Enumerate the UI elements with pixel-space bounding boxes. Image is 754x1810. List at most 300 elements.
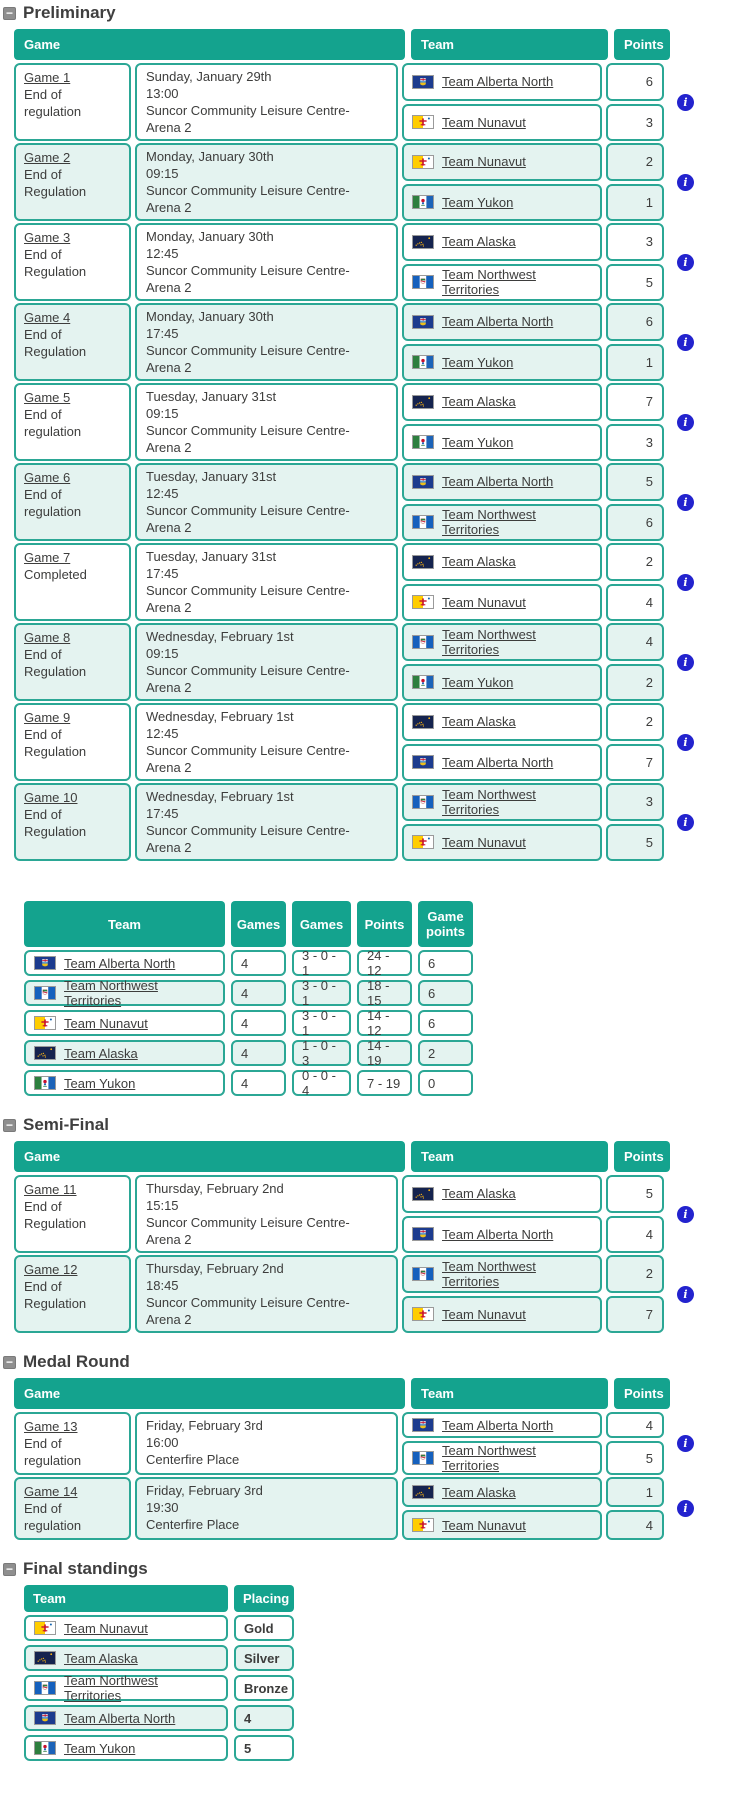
- standings-game-points-cell: 0: [418, 1070, 473, 1096]
- team-line: [402, 584, 664, 622]
- final-standings-row: [24, 1705, 754, 1731]
- game-row: [14, 223, 754, 301]
- game-cell: [14, 623, 131, 701]
- game-teams: [402, 223, 664, 301]
- team-link[interactable]: Team Northwest Territories: [442, 267, 536, 298]
- info-icon[interactable]: i: [677, 254, 694, 271]
- game-link[interactable]: Game 7: [24, 550, 71, 565]
- game-venue: Centerfire Place: [146, 1452, 240, 1467]
- final-standings-row: [24, 1615, 754, 1641]
- team-points-cell: 2: [606, 543, 664, 581]
- game-row: [14, 383, 754, 461]
- team-link[interactable]: Team Alberta North: [64, 955, 176, 971]
- game-info: [668, 223, 694, 301]
- team-cell: [402, 344, 602, 382]
- team-link[interactable]: Team Alaska: [442, 394, 516, 410]
- team-link[interactable]: Team Nunavut: [442, 594, 526, 610]
- game-info: [668, 1477, 694, 1540]
- team-points-cell: 2: [606, 1255, 664, 1293]
- game-link[interactable]: Game 12: [24, 1262, 78, 1277]
- info-icon[interactable]: i: [677, 1500, 694, 1517]
- team-points-cell: 3: [606, 424, 664, 462]
- flag-northwest-territories-icon: [412, 635, 434, 649]
- team-link[interactable]: Team Northwest Territories: [442, 1258, 536, 1289]
- standings-games-cell: 4: [231, 1010, 286, 1036]
- game-venue: Suncor Community Leisure Centre- Arena 2: [146, 823, 350, 855]
- team-link[interactable]: Team Yukon: [442, 194, 514, 210]
- final-standings-column-header: Placing: [234, 1585, 294, 1612]
- team-link[interactable]: Team Alaska: [442, 1484, 516, 1500]
- team-cell: [402, 1255, 602, 1293]
- team-link[interactable]: Team Nunavut: [442, 1306, 526, 1322]
- team-line: [402, 264, 664, 302]
- standings-header-row: [24, 901, 754, 947]
- game-time: 09:15: [146, 406, 179, 421]
- game-link[interactable]: Game 1: [24, 70, 71, 85]
- team-link[interactable]: Team Northwest Territories: [64, 1673, 158, 1703]
- team-points-cell: 4: [606, 1216, 664, 1254]
- standings-column-header: Team: [24, 901, 225, 947]
- game-info: [668, 303, 694, 381]
- team-cell: [402, 424, 602, 462]
- standings-body: [24, 950, 754, 1096]
- team-line: [402, 1216, 664, 1254]
- team-link[interactable]: Team Alaska: [442, 1186, 516, 1202]
- collapse-icon[interactable]: −: [3, 1356, 16, 1369]
- team-points-cell: 2: [606, 664, 664, 702]
- team-points-cell: 5: [606, 1175, 664, 1213]
- game-datetime-cell: [135, 303, 398, 381]
- section-heading-semi-final: [3, 1115, 754, 1135]
- flag-alberta-north-icon: [412, 475, 434, 489]
- flag-nunavut-icon: [412, 1518, 434, 1532]
- team-line: [402, 1510, 664, 1540]
- game-cell: [14, 703, 131, 781]
- final-standings-team-cell: [24, 1705, 228, 1731]
- flag-alberta-north-icon: [34, 1711, 56, 1725]
- game-cell: [14, 63, 131, 141]
- standings-points-cell: 14 - 19: [357, 1040, 412, 1066]
- team-cell: [402, 1175, 602, 1213]
- team-link[interactable]: Team Alaska: [442, 714, 516, 730]
- info-icon[interactable]: i: [677, 414, 694, 431]
- team-line: [402, 1175, 664, 1213]
- team-link[interactable]: Team Alaska: [442, 554, 516, 570]
- team-link[interactable]: Team Alberta North: [442, 1417, 554, 1433]
- game-teams: [402, 383, 664, 461]
- team-link[interactable]: Team Nunavut: [442, 154, 526, 170]
- flag-alberta-north-icon: [412, 1227, 434, 1241]
- standings-games-cell: 4: [231, 980, 286, 1006]
- info-icon[interactable]: i: [677, 334, 694, 351]
- team-link[interactable]: Team Alberta North: [442, 754, 554, 770]
- game-teams: [402, 703, 664, 781]
- game-link[interactable]: Game 10: [24, 790, 78, 805]
- standings-row: [24, 1070, 754, 1096]
- game-datetime-cell: [135, 63, 398, 141]
- games-list-medal-round: [14, 1412, 754, 1540]
- game-date: Wednesday, February 1st: [146, 789, 294, 804]
- game-teams: [402, 1175, 664, 1253]
- team-points-cell: 7: [606, 744, 664, 782]
- team-line: [402, 63, 664, 101]
- info-icon[interactable]: i: [677, 1286, 694, 1303]
- column-header-team: Team: [411, 1141, 608, 1172]
- collapse-icon[interactable]: −: [3, 7, 16, 20]
- flag-northwest-territories-icon: [412, 515, 434, 529]
- final-standings-header-row: [24, 1585, 754, 1612]
- standings-team-cell: [24, 950, 225, 976]
- game-status: End of Regulation: [24, 1279, 87, 1311]
- team-cell: [402, 383, 602, 421]
- flag-northwest-territories-icon: [412, 275, 434, 289]
- flag-alaska-icon: [34, 1651, 56, 1665]
- team-link[interactable]: Team Alberta North: [442, 1226, 554, 1242]
- game-datetime-cell: [135, 383, 398, 461]
- game-status: End of regulation: [24, 487, 82, 519]
- collapse-icon[interactable]: −: [3, 1563, 16, 1576]
- team-line: [402, 344, 664, 382]
- team-points-cell: 4: [606, 1510, 664, 1540]
- final-standings-placing-cell: Silver: [234, 1645, 294, 1671]
- game-info: [668, 463, 694, 541]
- flag-alaska-icon: [412, 555, 434, 569]
- team-link[interactable]: Team Northwest Territories: [64, 978, 158, 1008]
- game-cell: [14, 783, 131, 861]
- column-header-team: Team: [411, 1378, 608, 1409]
- team-line: [402, 1412, 664, 1438]
- final-standings-table: [24, 1585, 754, 1761]
- game-row: [14, 303, 754, 381]
- game-status: End of Regulation: [24, 327, 87, 359]
- team-points-cell: 1: [606, 344, 664, 382]
- team-link[interactable]: Team Northwest Territories: [442, 786, 536, 817]
- game-venue: Suncor Community Leisure Centre- Arena 2: [146, 503, 350, 535]
- flag-northwest-territories-icon: [412, 1267, 434, 1281]
- flag-nunavut-icon: [412, 835, 434, 849]
- game-link[interactable]: Game 4: [24, 310, 71, 325]
- team-link[interactable]: Team Northwest Territories: [442, 507, 536, 538]
- standings-record-cell: 3 - 0 - 1: [292, 980, 351, 1006]
- section-title-medal-round: Medal Round: [23, 1352, 130, 1371]
- column-header-game: Game: [14, 1378, 405, 1409]
- game-teams: [402, 463, 664, 541]
- info-icon[interactable]: i: [677, 574, 694, 591]
- team-link[interactable]: Team Yukon: [442, 434, 514, 450]
- games-list-semi-final: [14, 1175, 754, 1333]
- game-link[interactable]: Game 11: [24, 1182, 77, 1197]
- team-link[interactable]: Team Northwest Territories: [442, 626, 536, 657]
- game-teams: [402, 1477, 664, 1540]
- standings-team-cell: [24, 1040, 225, 1066]
- team-link[interactable]: Team Alberta North: [442, 314, 554, 330]
- games-list-preliminary: [14, 63, 754, 861]
- game-date: Wednesday, February 1st: [146, 629, 294, 644]
- standings-points-cell: 24 - 12: [357, 950, 412, 976]
- team-cell: [402, 463, 602, 501]
- standings-points-cell: 14 - 12: [357, 1010, 412, 1036]
- game-teams: [402, 783, 664, 861]
- final-standings-placing-cell: 5: [234, 1735, 294, 1761]
- game-datetime-cell: [135, 1477, 398, 1540]
- game-status: End of Regulation: [24, 247, 87, 279]
- game-cell: [14, 1412, 131, 1475]
- team-cell: [402, 664, 602, 702]
- game-time: 17:45: [146, 326, 179, 341]
- flag-yukon-icon: [412, 435, 434, 449]
- game-date: Monday, January 30th: [146, 229, 274, 244]
- games-table-header: [14, 29, 754, 60]
- game-time: 19:30: [146, 1500, 179, 1515]
- team-line: [402, 783, 664, 821]
- game-date: Wednesday, February 1st: [146, 709, 294, 724]
- standings-column-header: Games: [292, 901, 351, 947]
- flag-alaska-icon: [412, 1485, 434, 1499]
- team-cell: [402, 703, 602, 741]
- info-icon[interactable]: i: [677, 174, 694, 191]
- team-points-cell: 1: [606, 184, 664, 222]
- team-link[interactable]: Team Nunavut: [64, 1620, 148, 1636]
- team-link[interactable]: Team Alberta North: [64, 1710, 176, 1726]
- collapse-icon[interactable]: −: [3, 1119, 16, 1132]
- game-row: [14, 623, 754, 701]
- team-cell: [402, 104, 602, 142]
- team-cell: [402, 264, 602, 302]
- info-icon[interactable]: i: [677, 94, 694, 111]
- team-line: [402, 703, 664, 741]
- game-time: 12:45: [146, 486, 179, 501]
- team-cell: [402, 1477, 602, 1507]
- team-line: [402, 104, 664, 142]
- flag-nunavut-icon: [412, 155, 434, 169]
- team-line: [402, 504, 664, 542]
- team-link[interactable]: Team Alberta North: [442, 74, 554, 90]
- game-row: [14, 543, 754, 621]
- game-datetime-cell: [135, 1255, 398, 1333]
- game-link[interactable]: Game 14: [24, 1484, 78, 1499]
- game-time: 16:00: [146, 1435, 179, 1450]
- game-venue: Suncor Community Leisure Centre- Arena 2: [146, 263, 350, 295]
- game-teams: [402, 543, 664, 621]
- info-icon[interactable]: i: [677, 734, 694, 751]
- game-datetime-cell: [135, 703, 398, 781]
- flag-northwest-territories-icon: [412, 795, 434, 809]
- team-cell: [402, 1216, 602, 1254]
- info-icon[interactable]: i: [677, 1206, 694, 1223]
- team-cell: [402, 1441, 602, 1475]
- game-venue: Suncor Community Leisure Centre- Arena 2: [146, 743, 350, 775]
- game-venue: Suncor Community Leisure Centre- Arena 2: [146, 343, 350, 375]
- flag-northwest-territories-icon: [34, 1681, 56, 1695]
- standings-record-cell: 0 - 0 - 4: [292, 1070, 351, 1096]
- team-link[interactable]: Team Yukon: [442, 674, 514, 690]
- flag-nunavut-icon: [412, 595, 434, 609]
- column-header-points: Points: [614, 29, 670, 60]
- team-link[interactable]: Team Alaska: [64, 1650, 138, 1666]
- team-points-cell: 3: [606, 223, 664, 261]
- info-icon[interactable]: i: [677, 494, 694, 511]
- team-cell: [402, 623, 602, 661]
- team-line: [402, 184, 664, 222]
- standings-record-cell: 3 - 0 - 1: [292, 950, 351, 976]
- team-points-cell: 5: [606, 264, 664, 302]
- game-time: 09:15: [146, 166, 179, 181]
- game-link[interactable]: Game 6: [24, 470, 71, 485]
- flag-alaska-icon: [412, 715, 434, 729]
- team-points-cell: 6: [606, 504, 664, 542]
- column-header-team: Team: [411, 29, 608, 60]
- game-link[interactable]: Game 3: [24, 230, 71, 245]
- team-points-cell: 2: [606, 703, 664, 741]
- team-link[interactable]: Team Yukon: [64, 1075, 136, 1091]
- flag-yukon-icon: [34, 1741, 56, 1755]
- game-status: End of regulation: [24, 87, 82, 119]
- game-cell: [14, 1175, 131, 1253]
- game-venue: Suncor Community Leisure Centre- Arena 2: [146, 1215, 350, 1247]
- team-link[interactable]: Team Nunavut: [64, 1015, 148, 1031]
- game-teams: [402, 623, 664, 701]
- team-link[interactable]: Team Northwest Territories: [442, 1443, 536, 1473]
- team-points-cell: 3: [606, 783, 664, 821]
- flag-nunavut-icon: [412, 1307, 434, 1321]
- team-line: [402, 463, 664, 501]
- standings-game-points-cell: 6: [418, 980, 473, 1006]
- team-cell: [402, 543, 602, 581]
- game-status: Completed: [24, 567, 87, 582]
- game-time: 09:15: [146, 646, 179, 661]
- team-line: [402, 1477, 664, 1507]
- team-points-cell: 5: [606, 1441, 664, 1475]
- info-icon[interactable]: i: [677, 1435, 694, 1452]
- team-line: [402, 303, 664, 341]
- game-info: [668, 1175, 694, 1253]
- game-teams: [402, 303, 664, 381]
- game-row: [14, 783, 754, 861]
- team-points-cell: 4: [606, 584, 664, 622]
- flag-yukon-icon: [412, 355, 434, 369]
- game-info: [668, 703, 694, 781]
- game-link[interactable]: Game 9: [24, 710, 71, 725]
- game-cell: [14, 543, 131, 621]
- game-time: 15:15: [146, 1198, 179, 1213]
- game-venue: Centerfire Place: [146, 1517, 240, 1532]
- game-teams: [402, 63, 664, 141]
- team-points-cell: 1: [606, 1477, 664, 1507]
- team-cell: [402, 824, 602, 862]
- team-link[interactable]: Team Alaska: [442, 234, 516, 250]
- game-link[interactable]: Game 5: [24, 390, 71, 405]
- game-row: [14, 63, 754, 141]
- game-info: [668, 63, 694, 141]
- game-row: [14, 1255, 754, 1333]
- section-heading-preliminary: [3, 3, 754, 23]
- standings-row: [24, 950, 754, 976]
- team-points-cell: 7: [606, 383, 664, 421]
- game-datetime-cell: [135, 463, 398, 541]
- team-link[interactable]: Team Nunavut: [442, 114, 526, 130]
- game-time: 13:00: [146, 86, 179, 101]
- standings-games-cell: 4: [231, 1070, 286, 1096]
- team-link[interactable]: Team Yukon: [64, 1740, 136, 1756]
- team-link[interactable]: Team Yukon: [442, 354, 514, 370]
- game-row: [14, 1477, 754, 1540]
- info-icon[interactable]: i: [677, 654, 694, 671]
- game-cell: [14, 383, 131, 461]
- standings-team-cell: [24, 1010, 225, 1036]
- flag-northwest-territories-icon: [34, 986, 56, 1000]
- game-link[interactable]: Game 8: [24, 630, 71, 645]
- team-link[interactable]: Team Alberta North: [442, 474, 554, 490]
- game-row: [14, 703, 754, 781]
- team-cell: [402, 223, 602, 261]
- standings-record-cell: 3 - 0 - 1: [292, 1010, 351, 1036]
- team-line: [402, 824, 664, 862]
- team-link[interactable]: Team Nunavut: [442, 1517, 526, 1533]
- game-date: Tuesday, January 31st: [146, 389, 277, 404]
- flag-nunavut-icon: [34, 1621, 56, 1635]
- game-link[interactable]: Game 2: [24, 150, 71, 165]
- game-date: Thursday, February 2nd: [146, 1181, 284, 1196]
- game-teams: [402, 1255, 664, 1333]
- games-table-semi-final: [14, 1141, 754, 1333]
- team-cell: [402, 783, 602, 821]
- games-table-medal-round: [14, 1378, 754, 1540]
- team-line: [402, 223, 664, 261]
- final-standings-placing-cell: Gold: [234, 1615, 294, 1641]
- info-icon[interactable]: i: [677, 814, 694, 831]
- final-standings-team-cell: [24, 1615, 228, 1641]
- team-line: [402, 744, 664, 782]
- standings-column-header: Games: [231, 901, 286, 947]
- team-points-cell: 4: [606, 623, 664, 661]
- game-datetime-cell: [135, 623, 398, 701]
- flag-alberta-north-icon: [34, 956, 56, 970]
- standings-games-cell: 4: [231, 950, 286, 976]
- game-row: [14, 1412, 754, 1475]
- game-venue: Suncor Community Leisure Centre- Arena 2: [146, 663, 350, 695]
- flag-alberta-north-icon: [412, 755, 434, 769]
- game-link[interactable]: Game 13: [24, 1419, 78, 1434]
- game-cell: [14, 223, 131, 301]
- standings-games-cell: 4: [231, 1040, 286, 1066]
- team-line: [402, 424, 664, 462]
- team-line: [402, 1441, 664, 1475]
- standings-points-cell: 18 - 15: [357, 980, 412, 1006]
- game-date: Sunday, January 29th: [146, 69, 272, 84]
- section-title-semi-final: Semi-Final: [23, 1115, 109, 1134]
- game-status: End of Regulation: [24, 1199, 87, 1231]
- game-datetime-cell: [135, 783, 398, 861]
- game-date: Tuesday, January 31st: [146, 549, 277, 564]
- team-cell: [402, 143, 602, 181]
- team-cell: [402, 1412, 602, 1438]
- section-final-standings: [0, 1559, 754, 1761]
- preliminary-standings-table: [24, 901, 754, 1096]
- team-link[interactable]: Team Alaska: [64, 1045, 138, 1061]
- column-header-points: Points: [614, 1378, 670, 1409]
- column-header-game: Game: [14, 29, 405, 60]
- game-time: 12:45: [146, 246, 179, 261]
- game-datetime-cell: [135, 1412, 398, 1475]
- team-points-cell: 5: [606, 824, 664, 862]
- team-link[interactable]: Team Nunavut: [442, 834, 526, 850]
- games-table-header: [14, 1378, 754, 1409]
- team-cell: [402, 584, 602, 622]
- final-standings-column-header: Team: [24, 1585, 228, 1612]
- flag-alaska-icon: [412, 1187, 434, 1201]
- standings-column-header: Points: [357, 901, 412, 947]
- team-cell: [402, 1510, 602, 1540]
